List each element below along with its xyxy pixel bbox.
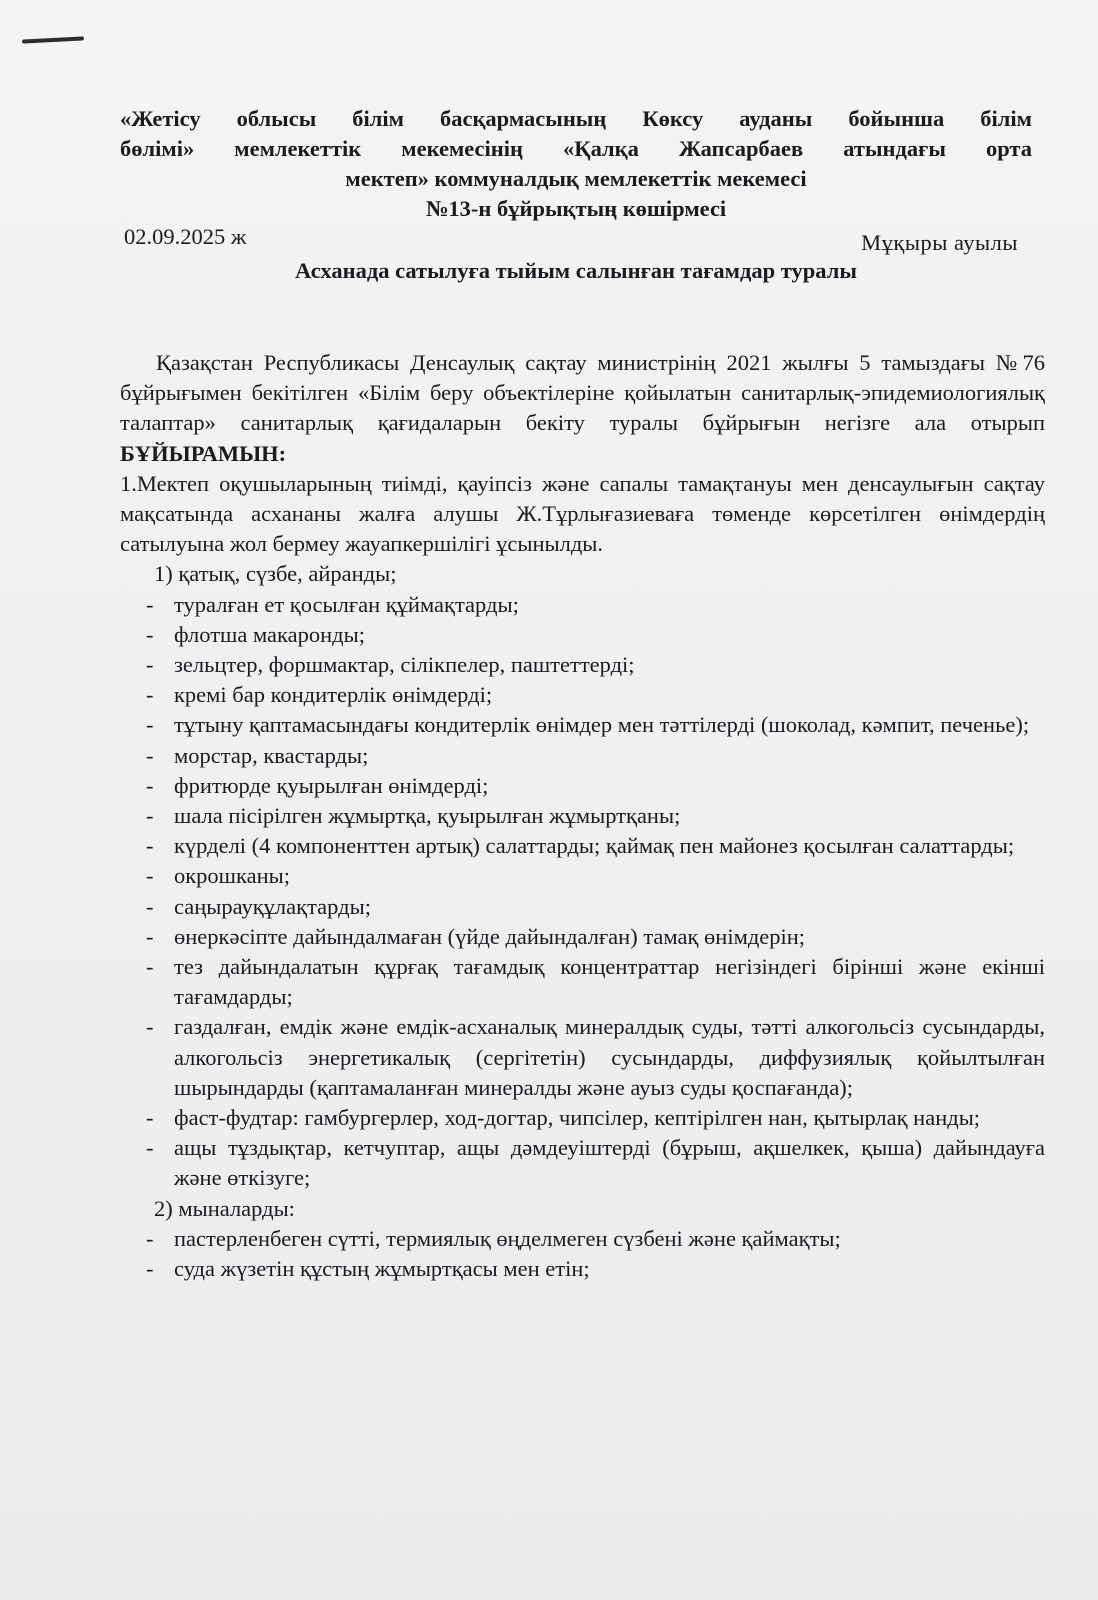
subsection-1-label: 1) қатық, сүзбе, айранды; [154,561,397,587]
scan-mark [22,36,84,43]
list-item: - морстар, квастарды; [120,741,1045,771]
list-item: - тез дайындалатын құрғақ тағамдық концентраттар негізіндегі бірінші және екінші тағамдарды; [120,952,1045,1012]
list-item: - окрошканы; [120,861,1045,891]
list-item: - саңырауқұлақтарды; [120,892,1045,922]
list-item: - фритюрде қуырылған өнімдерді; [120,771,1045,801]
list-item: - суда жүзетін құстың жұмыртқасы мен етін; [120,1254,1045,1284]
village-name: Мұқыры ауылы [861,230,1018,255]
header-line-1: «Жетісу облысы білім басқармасының Көксу ауданы бойынша білім [120,106,1032,131]
subsection-2-list [120,1224,1045,1284]
header-line-3: мектеп» коммуналдық мемлекеттік мекемесі [345,166,807,191]
subsection-1-list [120,590,1045,1194]
order-copy-title: №13-н бұйрықтың көшірмесі [425,196,727,221]
document-header [120,104,1032,224]
command-word: БҰЙЫРАМЫН: [120,440,287,466]
list-item: - газдалған, емдік және емдік-асханалық минералдық суды, тәтті алкогольсіз сусындарды, алкогольсіз энергетикалық (сергітетін) сусындарды, диффузиялық қойылтылған шырындарды (қаптамаланған минералды және ауыз суды қоспағанда); [120,1012,1045,1103]
preamble-paragraph [120,348,1045,469]
list-item: - фаст-фудтар: гамбургерлер, ход-догтар, чипсілер, кептірілген нан, қытырлақ нанды; [120,1103,1045,1133]
list-item: - туралған ет қосылған құймақтарды; [120,590,1045,620]
document-body [120,348,1045,1284]
document-title: Асханада сатылуға тыйым салынған тағамдар туралы [295,258,857,283]
list-item: - өнеркәсіпте дайындалмаған (үйде дайындалған) тамақ өнімдерін; [120,922,1045,952]
list-item: - шала пісірілген жұмыртқа, қуырылған жұмыртқаны; [120,801,1045,831]
list-item: - ащы тұздықтар, кетчуптар, ащы дәмдеуіштерді (бұрыш, ақшелкек, қыша) дайындауға және өткізуге; [120,1133,1045,1193]
list-item: - тұтыну қаптамасындағы кондитерлік өнімдер мен тәттілерді (шоколад, кәмпит, печенье); [120,710,1045,740]
header-line-2: бөлімі» мемлекеттік мекемесінің «Қалқа Жапсарбаев атындағы орта [120,136,1032,161]
subsection-2-label: 2) мыналарды: [154,1195,295,1221]
list-item: - зельцтер, форшмактар, сілікпелер, паштеттерді; [120,650,1045,680]
preamble-text: Қазақстан Республикасы Денсаулық сақтау министрінің 2021 жылғы 5 тамыздағы №76 бұйрығымен бекітілген «Білім беру объектілеріне қойылатын санитарлық-эпидемиологиялық талаптар» санитарлық қағидаларын бекіту туралы бұйрығын негізге ала отырып [120,350,1045,436]
point-1: 1.Мектеп оқушыларының тиімді, қауіпсіз және сапалы тамақтануы мен денсаулығын сақтау мақсатында асхананы жалға алушы Ж.Тұрлығазиеваға төменде көрсетілген өнімдердің сатылуына жол бермеу жауапкершілігі ұсынылды. [120,470,1045,557]
list-item: - пастерленбеген сүтті, термиялық өңделмеген сүзбені және қаймақты; [120,1224,1045,1254]
list-item: - кремі бар кондитерлік өнімдерді; [120,680,1045,710]
order-date: 02.09.2025 ж [124,224,247,249]
list-item: - күрделі (4 компоненттен артық) салаттарды; қаймақ пен майонез қосылған салаттарды; [120,831,1045,861]
list-item: - флотша макаронды; [120,620,1045,650]
